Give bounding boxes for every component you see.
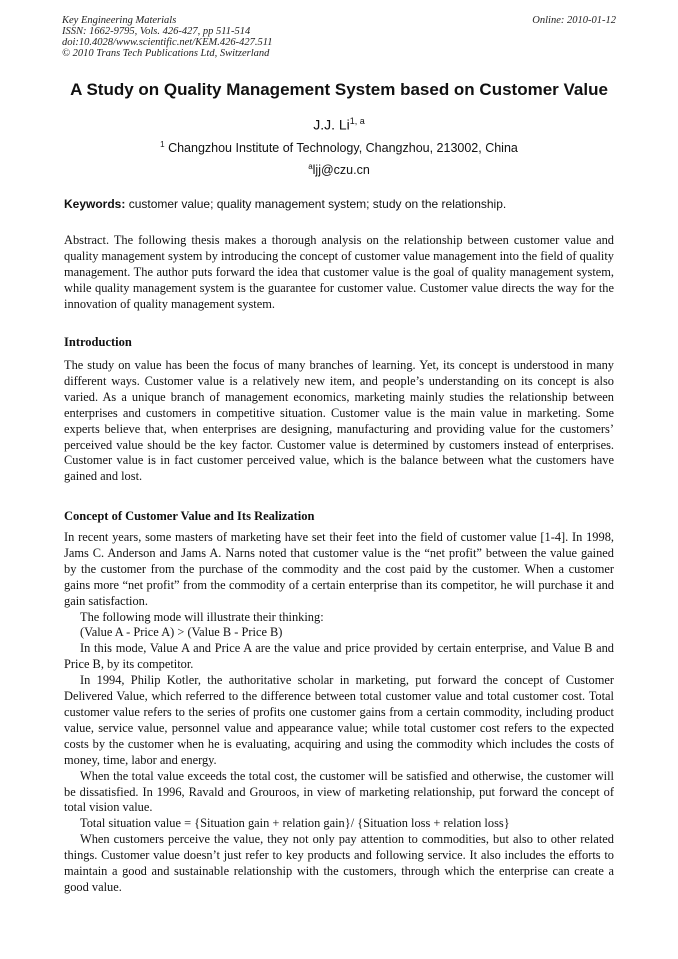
- author-superscript: 1, a: [349, 116, 365, 126]
- email-address[interactable]: ljj@czu.cn: [312, 163, 370, 178]
- keywords-text: customer value; quality management system; study on the relationship.: [128, 197, 507, 211]
- concept-section: [64, 530, 614, 896]
- author-line: [0, 116, 678, 133]
- concept-paragraph-6: When the total value exceeds the total cost, the customer will be satisfied and otherwise, the customer will be dissatisfied. In 1996, Ravald and Grouroos, in view of marketing relationship, put forward the concept of total vision value.: [64, 768, 614, 815]
- abstract-text: Abstract. The following thesis makes a thorough analysis on the relationship between customer value and quality management system by introducing the concept of customer value management into the field of quality management. The author puts forward the idea that customer value is the goal of quality management system, while quality management system is the guarantee for customer value. Customer value directs the way for the innovation of quality management system.: [64, 233, 614, 311]
- affiliation-superscript: 1: [160, 140, 165, 149]
- online-date: Online: 2010-01-12: [532, 15, 616, 26]
- introduction-section: [64, 358, 614, 485]
- journal-header: [62, 15, 616, 59]
- concept-formula-2: Total situation value = {Situation gain + relation gain}/ {Situation loss + relation loss}: [80, 816, 510, 831]
- journal-name: Key Engineering Materials: [62, 15, 177, 26]
- concept-paragraph-2: The following mode will illustrate their thinking:: [80, 609, 324, 624]
- affiliation-line: [0, 140, 678, 155]
- affiliation-text: Changzhou Institute of Technology, Changzhou, 213002, China: [168, 141, 518, 156]
- keywords: [64, 197, 616, 211]
- concept-heading: Concept of Customer Value and Its Realization: [64, 509, 315, 523]
- concept-formula-1: (Value A - Price A) > (Value B - Price B): [80, 625, 283, 640]
- keywords-label: Keywords:: [64, 197, 126, 211]
- doi-line: doi:10.4028/www.scientific.net/KEM.426-427.511: [62, 37, 273, 48]
- abstract: [64, 233, 614, 313]
- concept-paragraph-4: In this mode, Value A and Price A are the value and price provided by certain enterprise, and Value B and Price B, by its competitor.: [64, 641, 614, 672]
- copyright-line: © 2010 Trans Tech Publications Ltd, Switzerland: [62, 48, 270, 59]
- concept-paragraph-1: In recent years, some masters of marketing have set their feet into the field of customer value [1-4]. In 1998, Jams C. Anderson and Jams A. Narns noted that customer value is the “net profit” between the value gained by the customer from the purchase of the commodity and the cost paid by the customer. When a customer gains more “net profit” from the commodity of a certain enterprise than its competitor, he will purchase it and gain satisfaction.: [64, 530, 614, 608]
- author-name: J.J. Li: [313, 116, 350, 133]
- email-line: [0, 162, 678, 177]
- issn-line: ISSN: 1662-9795, Vols. 426-427, pp 511-514: [62, 26, 251, 37]
- introduction-body: The study on value has been the focus of many branches of learning. Yet, its concept is understood in many different ways. Customer value is a relatively new item, and people’s understanding on its concept is also varied. As a unique branch of management economics, marketing mainly studies the relationship between enterprises and customers in competitive situation. Customer value is the main value in marketing. Some experts believe that, when enterprises are designing, manufacturing and providing value for the customers’ perceived value should be the key factor. Customer value is determined by customers instead of enterprises. Customer value is in fact customer perceived value, which is the balance between what the customers have gained and lost.: [64, 358, 614, 484]
- concept-paragraph-8: When customers perceive the value, they not only pay attention to commodities, but also to other related things. Customer value doesn’t just refer to key products and following service. It also includes the efforts to maintain a good and sustainable relationship with the customers, through which the enterprise can create a good value.: [64, 832, 614, 894]
- email-superscript: a: [308, 162, 313, 171]
- paper-title: A Study on Quality Management System based on Customer Value: [70, 80, 608, 99]
- concept-paragraph-5: In 1994, Philip Kotler, the authoritative scholar in marketing, put forward the concept of Customer Delivered Value, which referred to the difference between total customer value and total customer cost. Total customer value refers to the series of profits one customer gains from a certain commodity, including product value, service value, personnel value and appearance value; while total customer cost refers to the expected costs by the customer when he is evaluating, acquiring and using the commodity which includes the costs of money, time, labor and energy.: [64, 673, 614, 767]
- introduction-heading: Introduction: [64, 335, 132, 349]
